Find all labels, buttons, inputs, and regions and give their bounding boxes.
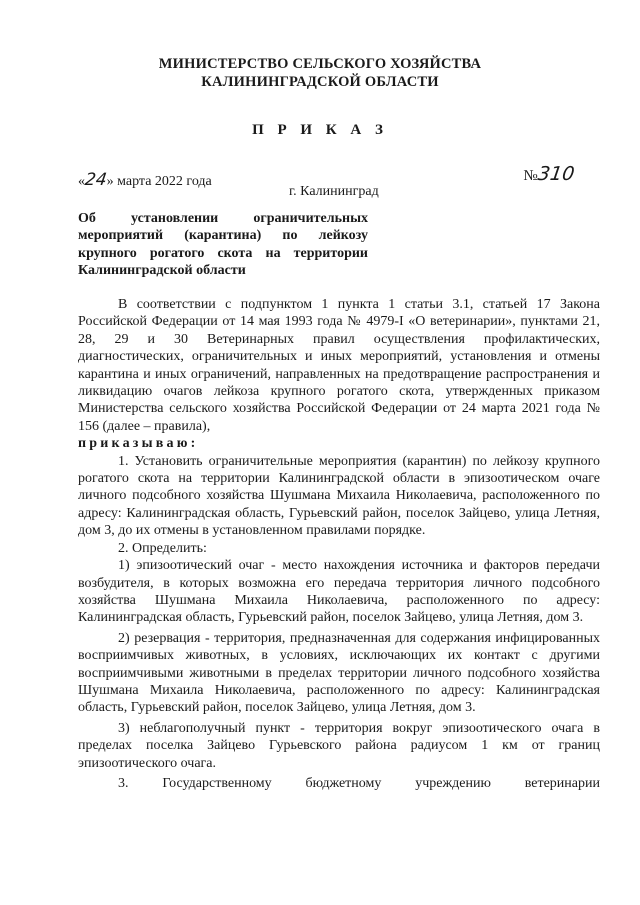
date-day-handwritten: 24 xyxy=(83,170,109,190)
date-open-quote: « xyxy=(78,174,85,189)
order-item-2-2: 2) резервация - территория, предназначенная для содержания инфицированных восприимчивых животных, в условиях, исключающих их контакт с другими восприимчивыми животными в пределах территории личного подсобного хозяйства Шушмана Михаила Николаевича, расположенного по адресу: Калининградская область, Гурьевский район, поселок Зайцево, улица Летняя, дом 3. xyxy=(78,630,600,716)
subject-line-4: Калининградской области xyxy=(78,262,246,278)
preamble-paragraph: В соответствии с подпунктом 1 пункта 1 статьи 3.1, статьей 17 Закона Российской Федерации от 14 мая 1993 года № 4979-I «О ветеринарии», пунктами 21, 28, 29 и 30 Ветеринарных правил осуществления профилактических, диагностических, ограничительных и иных мероприятий, установления и отмены карантина и иных ограничений, направленных на предотвращение распространения и ликвидацию очагов лейкоза крупного рогатого скота, утвержденных приказом Министерства сельского хозяйства Российской Федерации от 24 марта 2021 года № 156 (далее – правила), xyxy=(78,297,600,434)
date-month-year: » марта 2022 года xyxy=(106,174,212,189)
subject-line-2: мероприятий (карантина) по лейкозу xyxy=(78,228,368,244)
order-keyword: приказываю: xyxy=(78,436,199,452)
ministry-line-2: КАЛИНИНГРАДСКОЙ ОБЛАСТИ xyxy=(201,74,439,90)
order-subject xyxy=(78,210,368,279)
order-item-2-3: 3) неблагополучный пункт - территория вокруг эпизоотического очага в пределах поселка Зайцево Гурьевского района радиусом 1 км от границ эпизоотического очага. xyxy=(78,720,600,771)
order-item-3: 3. Государственному бюджетному учреждению ветеринарии xyxy=(118,775,600,791)
ministry-heading xyxy=(0,55,640,91)
number-value-handwritten: 310 xyxy=(536,163,576,185)
number-sign: № xyxy=(523,168,538,184)
order-number xyxy=(523,163,574,185)
order-body xyxy=(78,296,600,792)
order-item-2: 2. Определить: xyxy=(118,540,207,556)
ministry-line-1: МИНИСТЕРСТВО СЕЛЬСКОГО ХОЗЯЙСТВА xyxy=(158,56,482,72)
city-line: г. Калининград xyxy=(289,184,379,199)
subject-line-1: Об установлении ограничительных xyxy=(78,211,368,226)
order-item-1: 1. Установить ограничительные мероприятия (карантин) по лейкозу крупного рогатого скота на территории Калининградской области в эпизоотическом очаге личного подсобного хозяйства Шушмана Михаила Николаевича, расположенного по адресу: Калининградская область, Гурьевский район, поселок Зайцево, улица Летняя, дом 3, до их отмены в установленном правилами порядке. xyxy=(78,453,600,539)
order-item-2-1: 1) эпизоотический очаг - место нахождения источника и факторов передачи возбудителя, в которых возможна его передача территория личного подсобного хозяйства Шушмана Михаила Николаевича, расположенного по адресу: Калининградская область, Гурьевский район, поселок Зайцево, улица Летняя, дом 3. xyxy=(78,558,600,626)
order-date xyxy=(78,170,212,190)
document-type-title: П Р И К А З xyxy=(252,122,388,138)
subject-line-3: крупного рогатого скота на территории xyxy=(78,245,368,261)
